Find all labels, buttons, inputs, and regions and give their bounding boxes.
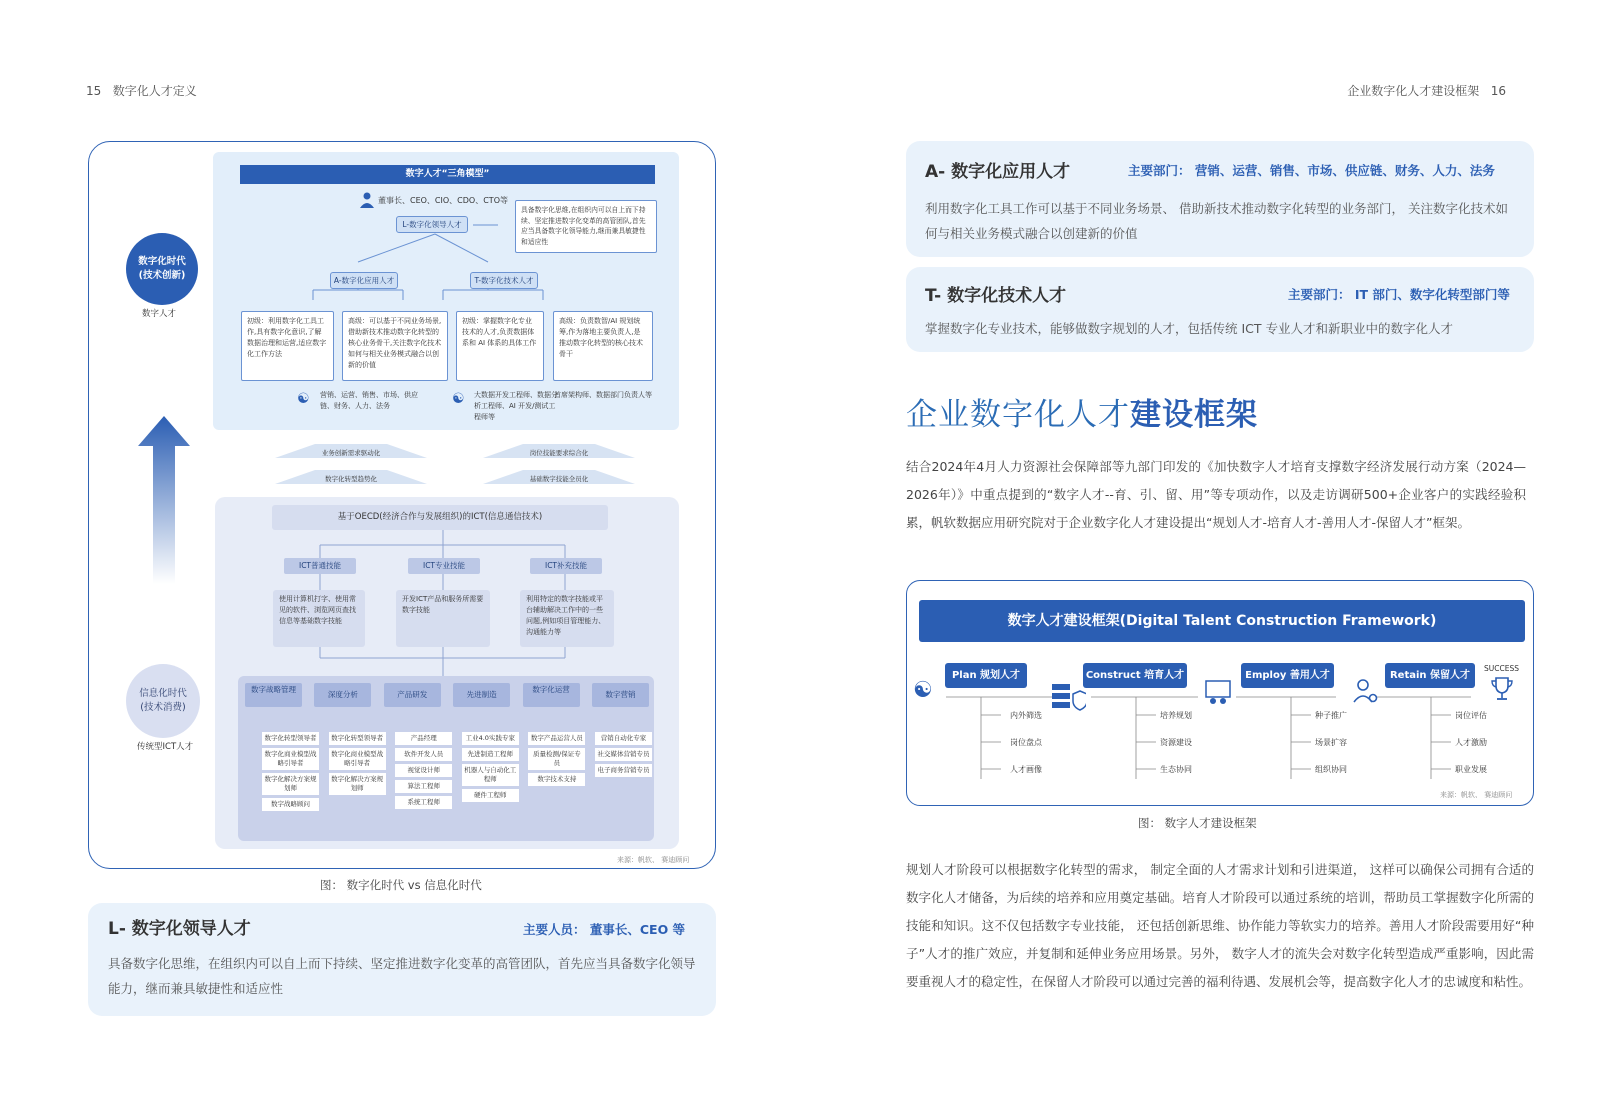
role-item: 软件开发人员	[395, 748, 452, 761]
role-columns	[262, 732, 652, 811]
section-body-paragraph: 规划人才阶段可以根据数字化转型的需求， 制定全面的人才需求计划和引进渠道， 这样可以确保公司拥有合适的数字化人才储备，为后续的培养和应用奠定基础。培育人才阶段可以通过系统的培训，帮助员工掌握数字化所需的技能和知识。这不仅包括数字专业技能， 还包括创新思维、协作能力等软实力的培养。善用人才阶段需要用好“种子”人才的推广效应，并复制和延伸业务应用场景。另外， 数字人才的流失会对数字化转型造成严重影响，因此需要重视人才的稳定性，在保留人才阶段可以通过完善的福利待遇、发展机会等，提高数字化人才的忠诚度和粘性。	[906, 862, 1534, 989]
stage-item: 种子推广	[1315, 711, 1347, 720]
tech-card-body: 掌握数字化专业技术，能够做数字规划的人才，包括传统 ICT 专业人才和新职业中的数字化人才	[925, 321, 1453, 336]
ict-professional-label: ICT专业技能	[408, 558, 480, 574]
role-item: 机器人与自动化工程师	[462, 764, 519, 786]
triangle-model-title: 数字人才“三角模型”	[240, 165, 655, 184]
role-item: 数字战略顾问	[262, 798, 319, 811]
role-item: 先进制造工程师	[462, 748, 519, 761]
stage-plan: Plan 规划人才	[945, 663, 1027, 688]
apply-card-dept: 主要部门： 营销、运营、销售、市场、供应链、财务、人力、法务	[1128, 163, 1495, 178]
apply-label: A-数字化应用人才	[330, 272, 398, 289]
tech-card-title: T- 数字化技术人才	[925, 286, 1067, 306]
role-item: 质量检测/保证专员	[528, 748, 585, 770]
success-label: SUCCESS	[1484, 664, 1519, 673]
stage-item: 组织协同	[1315, 765, 1347, 774]
shield-database-icon	[1052, 680, 1086, 718]
leader-card-body: 具备数字化思维，在组织内可以自上而下持续、坚定推进数字化变革的高管团队，首先应当具备数字化领导能力，继而兼具敏捷性和适应性	[108, 956, 696, 996]
role-item: 视觉设计师	[395, 764, 452, 777]
apply-people: 营销、运营、销售、市场、供应链、财务、人力、法务	[320, 391, 418, 410]
section-intro-paragraph: 结合2024年4月人力资源社会保障部等九部门印发的《加快数字人才培育支撑数字经济发展行动方案（2024—2026年）》中重点提到的“数字人才--育、引、留、用”等专项动作，以及走访调研500+企业客户的实践经验积累，帆软数据应用研究院对于企业数字化人才建设提出“规划人才-培育人才-善用人才-保留人才”框架。	[906, 459, 1526, 530]
right-page-title: 企业数字化人才建设框架	[1347, 84, 1480, 98]
section-title	[906, 389, 1258, 434]
section-title-bold: 建设框架	[1130, 397, 1258, 433]
role-categories	[245, 683, 649, 707]
user-search-icon	[1353, 678, 1379, 710]
stage-item: 场景扩容	[1315, 738, 1347, 747]
role-item: 产品经理	[395, 732, 452, 745]
driver-label: 业务创新需求驱动化	[321, 449, 381, 457]
executive-icon	[360, 192, 374, 212]
role-column	[462, 732, 519, 811]
left-page-header	[86, 82, 197, 99]
role-column	[528, 732, 585, 811]
leader-card-dept: 主要人员： 董事长、CEO 等	[523, 922, 686, 937]
role-category: 数字营销	[592, 683, 649, 707]
tech-people: 大数据开发工程师、数据分析工程师、AI 开发/测试工程师等	[474, 391, 558, 421]
role-item: 数字产品运营人员	[528, 732, 585, 745]
right-page-number: 16	[1490, 84, 1506, 98]
info-era-circle	[126, 664, 200, 738]
ict-general-desc: 使用计算机打字、使用常见的软件、浏览网页查找信息等基础数字技能	[273, 590, 365, 647]
role-category: 深度分析	[314, 683, 371, 707]
role-item: 硬件工程师	[462, 789, 519, 802]
tech-label: T-数字化技术人才	[470, 272, 538, 289]
role-category: 数字战略管理	[245, 683, 302, 707]
people-group-icon: ☯	[452, 391, 465, 407]
tech-junior-box: 初级：掌握数字化专业技术的人才,负责数据体系和 AI 体系的具体工作	[456, 311, 544, 381]
ict-general-label: ICT普通技能	[284, 558, 356, 574]
presentation-icon	[1205, 680, 1231, 710]
role-item: 数字化解决方案规划师	[329, 773, 386, 795]
role-item: 数字化转型领导者	[329, 732, 386, 745]
stage-item: 资源建设	[1160, 738, 1192, 747]
people-group-icon: ☯	[913, 678, 933, 703]
tech-card-dept: 主要部门： IT 部门、数字化转型部门等	[1288, 287, 1510, 302]
upward-arrow-icon	[136, 416, 192, 584]
trophy-icon	[1490, 676, 1514, 706]
role-item: 数字化商业模型战略引导者	[262, 748, 319, 770]
tech-senior-box: 高级：负责数智/AI 规划统筹,作为落地主要负责人,是推动数字化转型的核心技术骨干	[553, 311, 653, 381]
triangle-connectors	[213, 152, 679, 430]
tech-people-senior: 首席架构师、数据部门负责人等	[554, 391, 652, 399]
stage-item: 岗位评估	[1455, 711, 1487, 720]
left-figure-caption: 图： 数字化时代 vs 信息化时代	[320, 878, 482, 892]
left-page-title: 数字化人才定义	[112, 84, 197, 98]
role-item: 数字化转型领导者	[262, 732, 319, 745]
leader-label: L-数字化领导人才	[396, 216, 468, 233]
role-item: 数字技术支持	[528, 773, 585, 786]
framework-title: 数字人才建设框架(Digital Talent Construction Framework)	[919, 600, 1525, 642]
driver-label: 岗位技能要求综合化	[529, 449, 589, 457]
apply-junior-box: 初级：利用数字化工具工作,具有数字化意识,了解数据治理和运营,适应数字化工作方法	[241, 311, 334, 381]
role-column	[329, 732, 386, 811]
ict-professional-desc: 开发ICT产品和服务所需要数字技能	[396, 590, 490, 647]
framework-source: 来源：帆软、 赛迪顾问	[1440, 791, 1513, 799]
stage-item: 生态协同	[1160, 765, 1192, 774]
info-era-sublabel: (技术消费)	[140, 702, 186, 713]
role-item: 系统工程师	[395, 796, 452, 809]
role-item: 算法工程师	[395, 780, 452, 793]
info-era-label: 信息化时代	[139, 688, 187, 699]
stage-construct: Construct 培育人才	[1083, 663, 1187, 688]
role-column	[395, 732, 452, 811]
people-group-icon: ☯	[297, 391, 310, 407]
stage-item: 职业发展	[1455, 765, 1487, 774]
role-category: 数字化运营	[523, 683, 580, 707]
role-column	[262, 732, 319, 811]
stage-retain: Retain 保留人才	[1385, 663, 1475, 688]
role-item: 电子商务营销专员	[595, 764, 652, 777]
driver-label: 数字化转型趋势化	[325, 475, 377, 483]
digital-talent-caption: 数字人才	[142, 309, 177, 319]
apply-card-title: A- 数字化应用人才	[925, 162, 1071, 182]
ict-supplementary-desc: 利用特定的数字技能或平台辅助解决工作中的一些问题,例如项目管理能力、沟通能力等	[520, 590, 614, 647]
stage-item: 培养规划	[1160, 711, 1192, 720]
section-title-plain: 企业数字化人才	[906, 397, 1130, 433]
role-item: 数字化解决方案规划师	[262, 773, 319, 795]
oecd-header: 基于OECD(经济合作与发展组织)的ICT(信息通信技术)	[272, 505, 608, 530]
leader-description: 具备数字化思维,在组织内可以自上而下持续、坚定推进数字化变革的高管团队,首先应当具备数字化领导能力,继而兼具敏捷性和适应性	[515, 200, 657, 253]
role-item: 工业4.0实践专家	[462, 732, 519, 745]
driver-label: 基础数字技能全员化	[529, 475, 589, 483]
executive-line: 董事长、CEO、CIO、CDO、CTO等	[378, 196, 508, 205]
digital-era-label: 数字化时代	[138, 256, 186, 267]
framework-caption: 图： 数字人才建设框架	[1138, 816, 1257, 830]
right-page-header	[1347, 82, 1506, 99]
apply-card-body: 利用数字化工具工作可以基于不同业务场景、 借助新技术推动数字化转型的业务部门， 关注数字化技术如何与相关业务模式融合以创建新的价值	[925, 201, 1508, 241]
stage-item: 人才画像	[1010, 765, 1042, 774]
role-column	[595, 732, 652, 811]
digital-era-sublabel: (技术创新)	[138, 270, 186, 281]
role-item: 营销自动化专家	[595, 732, 652, 745]
digital-era-circle	[126, 233, 198, 305]
stage-employ: Employ 善用人才	[1241, 663, 1334, 688]
stage-item: 内外筛选	[1010, 711, 1042, 720]
role-item: 数字化商业模型战略引导者	[329, 748, 386, 770]
stage-item: 岗位盘点	[1010, 738, 1042, 747]
leader-card-title: L- 数字化领导人才	[108, 919, 251, 939]
left-figure-source: 来源：帆软、 赛迪顾问	[617, 856, 690, 864]
left-page-number: 15	[86, 84, 102, 98]
role-category: 产品研发	[384, 683, 441, 707]
role-item: 社交媒体营销专员	[595, 748, 652, 761]
role-category: 先进制造	[453, 683, 510, 707]
apply-senior-box: 高级：可以基于不同业务场景,借助新技术推动数字化转型的核心业务骨干,关注数字化技术如何与相关业务模式融合以创新的价值	[342, 311, 448, 381]
ict-supplementary-label: ICT补充技能	[530, 558, 602, 574]
stage-item: 人才激励	[1455, 738, 1487, 747]
ict-talent-caption: 传统型ICT人才	[137, 742, 194, 752]
